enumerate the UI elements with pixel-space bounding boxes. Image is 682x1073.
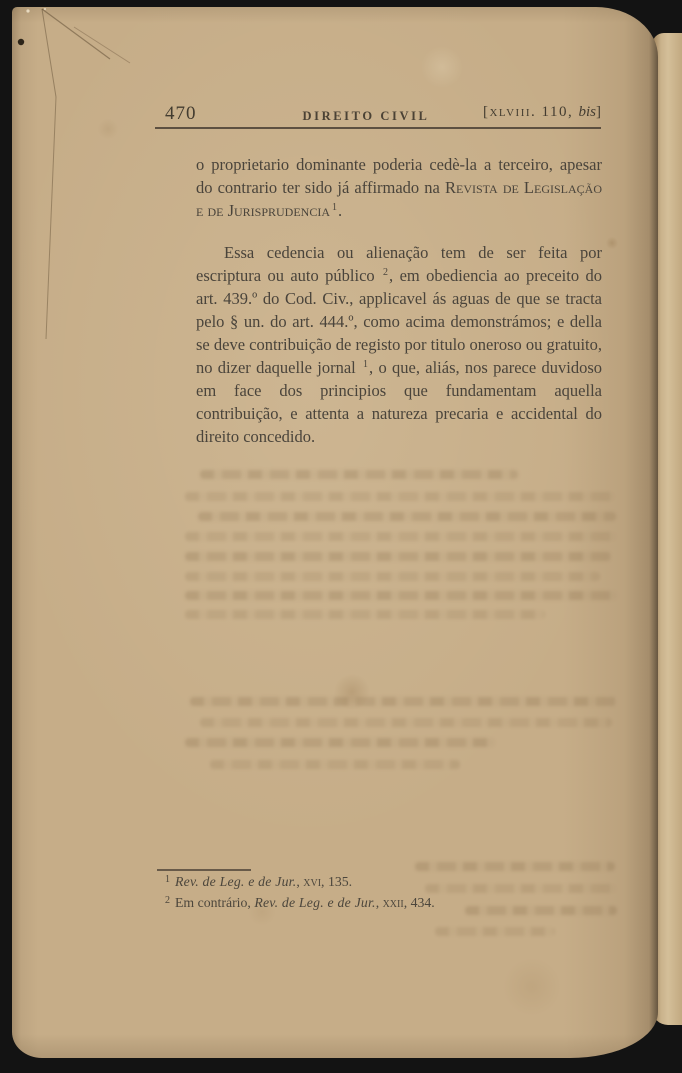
- bleedthrough-line: [210, 760, 460, 769]
- footnote-2-prefix: Em contrário,: [175, 894, 255, 910]
- footnote-1-citation: , xvi, 135.: [296, 873, 353, 889]
- bleedthrough-line: [435, 927, 555, 936]
- page-crease-marks: [12, 7, 182, 352]
- page-header: [155, 103, 601, 127]
- footnote-1: [155, 871, 601, 892]
- footnote-1-source: Rev. de Leg. e de Jur.: [175, 873, 297, 889]
- footnote-separator-rule: [157, 869, 251, 871]
- footnote-ref-1: 1: [332, 202, 338, 213]
- bleedthrough-line: [185, 492, 615, 501]
- bleedthrough-line: [185, 552, 611, 561]
- section-reference-roman: [xlviii. 110,: [482, 104, 579, 120]
- paragraph-main: [196, 241, 602, 448]
- bleedthrough-line: [185, 532, 617, 541]
- bleedthrough-line: [198, 512, 616, 521]
- paragraph-continuation: [196, 153, 602, 222]
- footnote-2: [155, 892, 601, 913]
- bleedthrough-line: [185, 610, 545, 619]
- footnotes: [155, 869, 601, 913]
- header-rule: [155, 127, 601, 129]
- section-reference-close: ]: [596, 104, 601, 120]
- bleedthrough-line: [190, 697, 616, 706]
- paragraph-1-text: o proprietario dominante poderia cedè-la a terceiro, apesar do contrario ter sido já affirmado na: [196, 155, 602, 197]
- page-hole-dot: [18, 39, 24, 45]
- paragraph-2-text-a: Essa cedencia ou alienação tem de ser feita por escriptura ou auto público: [196, 243, 602, 285]
- bleedthrough-line: [185, 591, 617, 600]
- scanned-page: [12, 7, 658, 1058]
- section-reference-bis: bis: [578, 104, 596, 120]
- footnote-2-marker: 2: [165, 894, 170, 906]
- paragraph-2-text-b: , em obediencia ao preceito do art. 439.º do Cod. Civ., applicavel ás aguas de que se tracta pelo § un. do art. 444.º, como acima demonstrámos; e della se deve contribuição de registo por titulo oneroso ou gratuito, no dizer daquelle jornal: [196, 266, 602, 377]
- section-reference: [483, 104, 601, 121]
- paragraph-2-text-c: , o que, aliás, nos parece duvidoso em face dos principios que fundamentam aquella contribuição, e attenta a natureza precaria e accidental do direito concedido.: [196, 358, 602, 446]
- page-number: 470: [165, 103, 197, 124]
- bleedthrough-line: [185, 572, 600, 581]
- bleedthrough-line: [185, 738, 495, 747]
- page-body: [196, 153, 602, 448]
- footnote-2-source: Rev. de Leg. e de Jur.: [254, 894, 376, 910]
- paragraph-1-period: .: [338, 201, 343, 220]
- footnote-ref-2: 2: [383, 267, 389, 278]
- bleedthrough-line: [200, 470, 518, 479]
- footnote-1-marker: 1: [165, 873, 170, 885]
- journal-name-smallcaps: Revista de Legislação e de Jurisprudencia: [196, 178, 603, 220]
- footnote-ref-1b: 1: [363, 359, 369, 370]
- footnote-2-citation: , xxii, 434.: [375, 894, 435, 910]
- running-title: DIREITO CIVIL: [302, 109, 430, 123]
- bleedthrough-line: [200, 718, 612, 727]
